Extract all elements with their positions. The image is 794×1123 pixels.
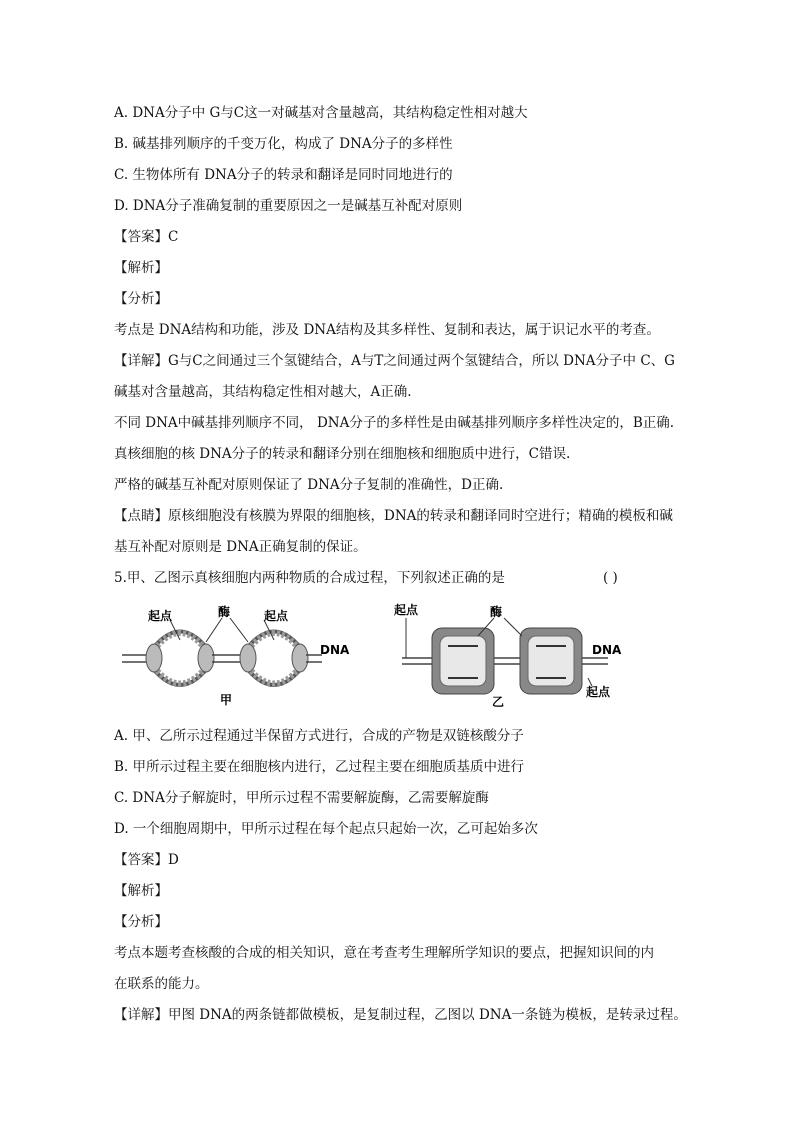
q4-detail-line1: 【详解】G与C之间通过三个氢键结合，A与T之间通过两个氢键结合，所以 DNA分子中 C、G <box>114 353 675 369</box>
q5-option-d: D. 一个细胞周期中，甲所示过程在每个起点只起始一次，乙可起始多次 <box>114 821 538 837</box>
jia-label-dna: DNA <box>320 643 350 657</box>
q5-fenxi-line2: 在联系的能力。 <box>114 976 209 992</box>
jia-label-start2: 起点 <box>264 609 289 623</box>
q5-option-a: A. 甲、乙所示过程通过半保留方式进行，合成的产物是双链核酸分子 <box>114 728 524 744</box>
yi-label-start-top: 起点 <box>394 603 419 617</box>
q4-detail-line2: 碱基对含量越高，其结构稳定性相对越大，A正确. <box>114 384 412 400</box>
q4-detail-line4: 真核细胞的核 DNA分子的转录和翻译分别在细胞核和细胞质中进行，C错误. <box>114 446 571 462</box>
jia-caption: 甲 <box>220 693 233 707</box>
q4-option-c: C. 生物体所有 DNA分子的转录和翻译是同时同地进行的 <box>114 167 453 183</box>
q4-analysis-head: 【解析】 <box>114 260 168 276</box>
yi-caption: 乙 <box>492 695 505 709</box>
yi-label-enzyme: 酶 <box>490 605 503 619</box>
q5-fenxi-line1: 考点本题考查核酸的合成的相关知识，意在考查考生理解所学知识的要点，把握知识间的内 <box>114 945 654 961</box>
q4-option-b: B. 碱基排列顺序的千变万化，构成了 DNA分子的多样性 <box>114 136 453 152</box>
q5-detail-line1: 【详解】甲图 DNA的两条链都做模板，是复制过程，乙图以 DNA一条链为模板，是转录过程。 <box>114 1007 687 1023</box>
q5-fenxi-head: 【分析】 <box>114 914 168 930</box>
q5-analysis-head: 【解析】 <box>114 883 168 899</box>
q4-fenxi-head: 【分析】 <box>114 291 168 307</box>
q4-answer: 【答案】C <box>114 229 179 245</box>
jia-diagram <box>122 604 350 707</box>
q5-answer: 【答案】D <box>114 852 179 868</box>
jia-label-enzyme: 酶 <box>218 605 231 619</box>
jia-label-start1: 起点 <box>148 609 173 623</box>
q4-dianjing-line2: 基互补配对原则是 DNA正确复制的保证。 <box>114 539 367 555</box>
q4-detail-line5: 严格的碱基互补配对原则保证了 DNA分子复制的准确性，D正确. <box>114 477 504 493</box>
q5-bracket: ( ) <box>603 570 618 586</box>
q5-option-c: C. DNA分子解旋时，甲所示过程不需要解旋酶，乙需要解旋酶 <box>114 790 489 806</box>
q4-option-a: A. DNA分子中 G与C这一对碱基对含量越高，其结构稳定性相对越大 <box>114 105 528 121</box>
q4-dianjing-line1: 【点睛】原核细胞没有核膜为界限的细胞核，DNA的转录和翻译同时空进行；精确的模板和碱 <box>114 508 673 524</box>
q4-option-d: D. DNA分子准确复制的重要原因之一是碱基互补配对原则 <box>114 198 463 214</box>
yi-diagram <box>394 602 622 709</box>
q5-stem: 5.甲、乙图示真核细胞内两种物质的合成过程，下列叙述正确的是 <box>114 570 505 586</box>
q4-detail-line3: 不同 DNA中碱基排列顺序不同， DNA分子的多样性是由碱基排列顺序多样性决定的，B正确. <box>114 415 675 431</box>
yi-label-start-bottom: 起点 <box>586 685 611 699</box>
q4-fenxi-text: 考点是 DNA结构和功能，涉及 DNA结构及其多样性、复制和表达，属于识记水平的考查。 <box>114 322 660 338</box>
q5-option-b: B. 甲所示过程主要在细胞核内进行，乙过程主要在细胞质基质中进行 <box>114 759 525 775</box>
dna-synthesis-figure <box>118 600 638 710</box>
yi-label-dna: DNA <box>592 643 622 657</box>
